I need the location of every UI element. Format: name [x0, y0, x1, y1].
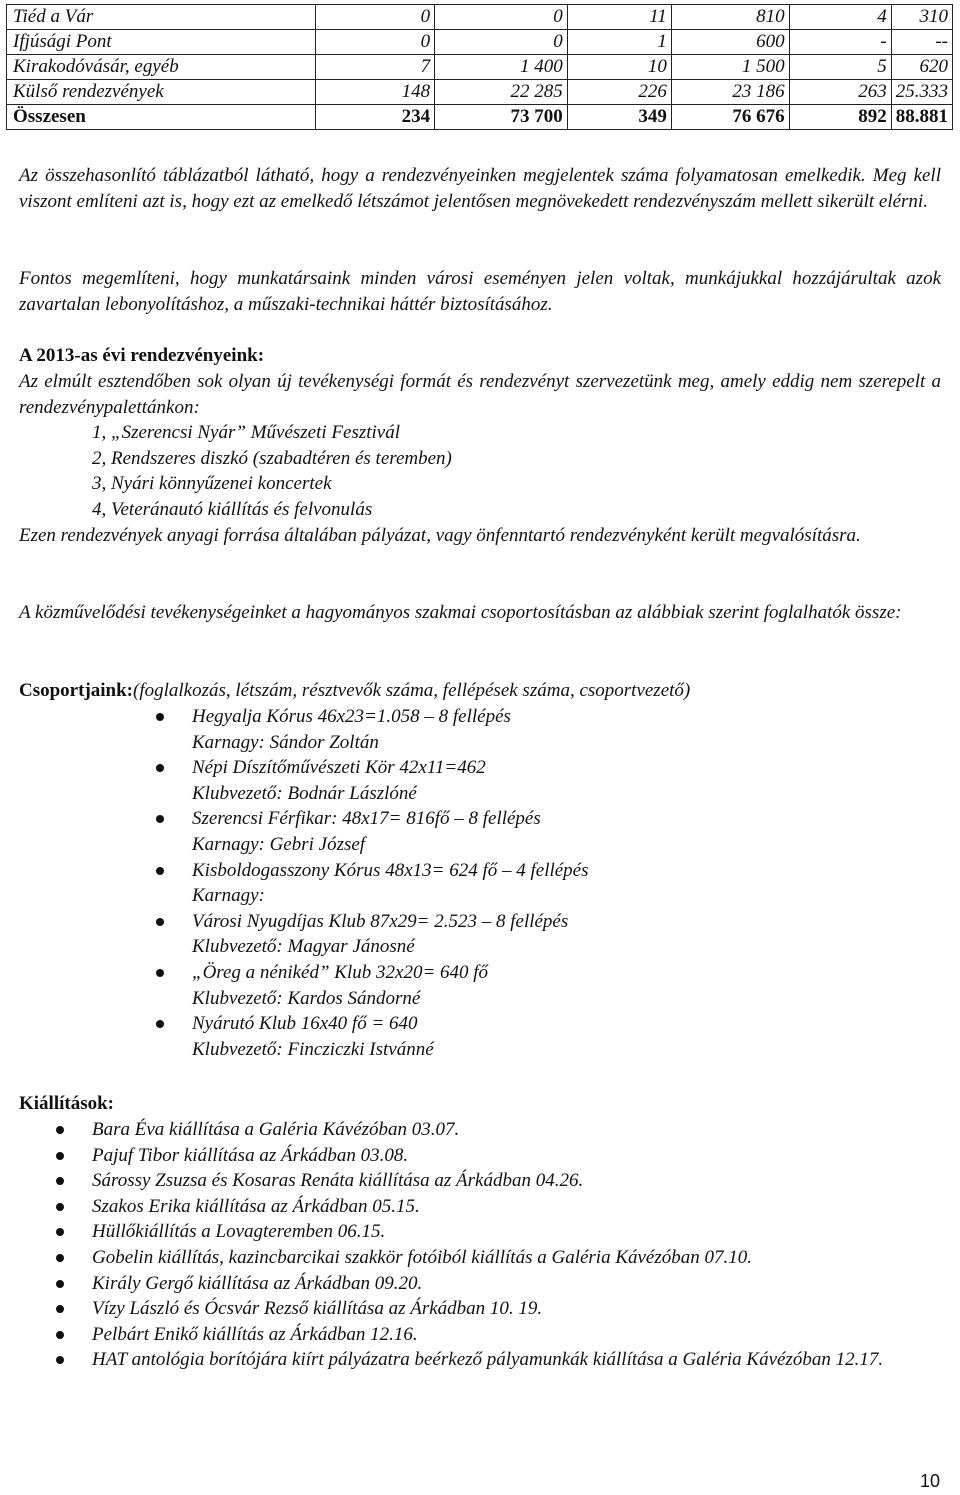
value-cell: 892	[789, 105, 891, 130]
group-name: Kisboldogasszony Kórus 48x13= 624 fő – 4 fellépés	[192, 859, 589, 881]
bullet-icon	[56, 1356, 64, 1364]
table-row	[7, 80, 953, 105]
list-item: Vízy László és Ócsvár Rezső kiállítása az Árkádban 10. 19.	[51, 1296, 921, 1322]
groups-list	[150, 704, 589, 1062]
row-label-cell: Tiéd a Vár	[7, 5, 316, 30]
group-name: Városi Nyugdíjas Klub 87x29= 2.523 – 8 fellépés	[192, 910, 569, 932]
group-leader: Klubvezető: Magyar Jánosné	[192, 936, 415, 958]
list-item	[150, 909, 589, 960]
bullet-icon	[156, 1020, 164, 1028]
list-item	[150, 755, 589, 806]
staff-paragraph: Fontos megemlíteni, hogy munkatársaink minden városi eseményen jelen voltak, munkájukkal hozzájárultak azok zavartalan lebonyolításhoz, a műszaki-technikai háttér biztosításához.	[19, 268, 941, 315]
list-item	[150, 1011, 589, 1062]
value-cell: 23 186	[671, 80, 789, 105]
exhibitions-list	[51, 1117, 921, 1373]
table-row	[7, 105, 953, 130]
exhibitions-heading: Kiállítások:	[19, 1093, 115, 1114]
group-name: Szerencsi Férfikar: 48x17= 816fő – 8 fellépés	[192, 808, 541, 830]
value-cell: 1 500	[671, 55, 789, 80]
value-cell: 1	[567, 30, 671, 55]
value-cell: 0	[435, 5, 568, 30]
value-cell: 0	[435, 30, 568, 55]
events-outro: Ezen rendezvények anyagi forrása általában pályázat, vagy önfenntartó rendezvényként került megvalósításra.	[19, 525, 861, 546]
row-label-cell: Összesen	[7, 105, 316, 130]
bullet-icon	[156, 713, 164, 721]
bullet-icon	[156, 815, 164, 823]
group-name: Hegyalja Kórus 46x23=1.058 – 8 fellépés	[192, 706, 511, 727]
list-item: Király Gergő kiállítása az Árkádban 09.20.	[51, 1271, 921, 1297]
activities-paragraph: A közművelődési tevékenységeinket a hagyományos szakmai csoportosításban az alábbiak szerint foglalhatók össze:	[19, 602, 902, 623]
value-cell: 148	[316, 80, 435, 105]
list-item	[150, 806, 589, 857]
value-cell: 600	[671, 30, 789, 55]
statistics-table	[6, 4, 953, 130]
value-cell: 25.333	[891, 80, 952, 105]
bullet-icon	[156, 918, 164, 926]
comparison-paragraph: Az összehasonlító táblázatból látható, hogy a rendezvényeinken megjelentek száma folyamatosan emelkedik. Meg kell viszont említeni azt is, hogy ezt az emelkedő létszámot jelentősen megnövekedett rendezvényszám mellett sikerült elérni.	[19, 165, 941, 212]
value-cell: 5	[789, 55, 891, 80]
value-cell: 810	[671, 5, 789, 30]
group-leader: Klubvezető: Kardos Sándorné	[192, 987, 421, 1009]
group-name: Nyárutó Klub 16x40 fő = 640	[192, 1013, 418, 1035]
value-cell: 88.881	[891, 105, 952, 130]
list-item	[150, 858, 589, 909]
value-cell: 22 285	[435, 80, 568, 105]
list-item	[150, 960, 589, 1011]
table-row	[7, 5, 953, 30]
list-item: 3, Nyári könnyűzenei koncertek	[92, 473, 332, 495]
table-row	[7, 30, 953, 55]
value-cell: 0	[316, 30, 435, 55]
bullet-icon	[156, 867, 164, 875]
events-heading: A 2013-as évi rendezvényeink:	[19, 345, 265, 366]
group-name: Népi Díszítőművészeti Kör 42x11=462	[192, 757, 486, 779]
bullet-icon	[56, 1152, 64, 1160]
bullet-icon	[56, 1280, 64, 1288]
group-leader: Klubvezető: Bodnár Lászlóné	[192, 782, 417, 804]
value-cell: 73 700	[435, 105, 568, 130]
value-cell: 11	[567, 5, 671, 30]
value-cell: 7	[316, 55, 435, 80]
value-cell: 620	[891, 55, 952, 80]
list-item: Gobelin kiállítás, kazincbarcikai szakkör fotóiból kiállítás a Galéria Kávézóban 07.10.	[51, 1245, 921, 1271]
new-events-list	[92, 420, 452, 522]
groups-heading-line	[19, 678, 941, 704]
list-item: Pelbárt Enikő kiállítás az Árkádban 12.16.	[51, 1322, 921, 1348]
bullet-icon	[56, 1177, 64, 1185]
value-cell: 349	[567, 105, 671, 130]
bullet-icon	[56, 1203, 64, 1211]
row-label-cell: Ifjúsági Pont	[7, 30, 316, 55]
value-cell: 263	[789, 80, 891, 105]
group-leader: Klubvezető: Fincziczki Istvánné	[192, 1038, 434, 1060]
row-label-cell: Külső rendezvények	[7, 80, 316, 105]
list-item	[150, 704, 589, 755]
bullet-icon	[156, 969, 164, 977]
value-cell: 0	[316, 5, 435, 30]
group-leader: Karnagy: Gebri József	[192, 833, 366, 855]
group-leader: Karnagy:	[192, 885, 265, 907]
list-item: Pajuf Tibor kiállítása az Árkádban 03.08.	[51, 1143, 921, 1169]
group-name: „Öreg a nénikéd” Klub 32x20= 640 fő	[192, 961, 489, 983]
list-item: HAT antológia borítójára kiírt pályázatra beérkező pályamunkák kiállítása a Galéria Kávézóban 12.17.	[51, 1347, 921, 1373]
list-item: 4, Veteránautó kiállítás és felvonulás	[92, 498, 373, 520]
value-cell: 4	[789, 5, 891, 30]
list-item: 1, „Szerencsi Nyár” Művészeti Fesztivál	[92, 422, 401, 443]
value-cell: 310	[891, 5, 952, 30]
bullet-icon	[56, 1254, 64, 1262]
bullet-icon	[56, 1126, 64, 1134]
list-item: Bara Éva kiállítása a Galéria Kávézóban 03.07.	[51, 1117, 921, 1143]
value-cell: -	[789, 30, 891, 55]
value-cell: 234	[316, 105, 435, 130]
value-cell: 226	[567, 80, 671, 105]
groups-heading: Csoportjaink:	[19, 680, 134, 701]
bullet-icon	[56, 1228, 64, 1236]
value-cell: 10	[567, 55, 671, 80]
value-cell: --	[891, 30, 952, 55]
bullet-icon	[156, 764, 164, 772]
group-leader: Karnagy: Sándor Zoltán	[192, 731, 379, 753]
groups-subtitle: (foglalkozás, létszám, résztvevők száma, fellépések száma, csoportvezető)	[133, 680, 691, 701]
bullet-icon	[56, 1331, 64, 1339]
value-cell: 1 400	[435, 55, 568, 80]
value-cell: 76 676	[671, 105, 789, 130]
page-number: 10	[919, 1471, 940, 1491]
row-label-cell: Kirakodóvásár, egyéb	[7, 55, 316, 80]
list-item: Hüllőkiállítás a Lovagteremben 06.15.	[51, 1219, 921, 1245]
list-item: Sárossy Zsuzsa és Kosaras Renáta kiállítása az Árkádban 04.26.	[51, 1168, 921, 1194]
bullet-icon	[56, 1305, 64, 1313]
table-row	[7, 55, 953, 80]
list-item: 2, Rendszeres diszkó (szabadtéren és teremben)	[92, 447, 452, 469]
events-intro: Az elmúlt esztendőben sok olyan új tevékenységi formát és rendezvényt szervezetünk meg, amely eddig nem szerepelt a rendezvénypalettánkon:	[19, 371, 941, 418]
list-item: Szakos Erika kiállítása az Árkádban 05.15.	[51, 1194, 921, 1220]
